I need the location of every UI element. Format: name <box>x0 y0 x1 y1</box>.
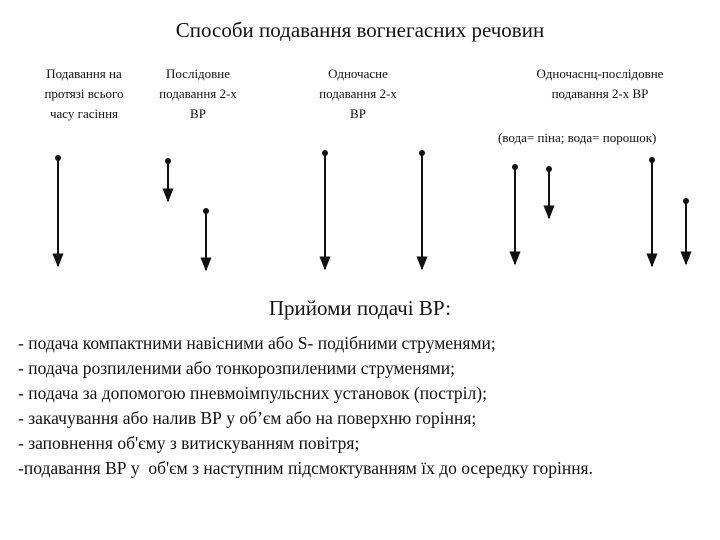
agent-pairs-note: (вода= піна; вода= порошок) <box>498 130 657 145</box>
techniques-heading: Прийоми подачі ВР: <box>268 296 452 320</box>
list-item: - закачування або налив ВР у об’єм або на поверхню горіння; <box>18 408 477 428</box>
arrow-sequential-second <box>203 208 209 270</box>
arrow-continuous <box>55 155 61 266</box>
arrow-combined-second <box>546 166 552 218</box>
list-item: - подача розпиленими або тонкорозпиленими струменями; <box>18 358 456 378</box>
list-item: - заповнення об'єму з витискуванням повітря; <box>18 433 360 453</box>
techniques-list <box>18 331 708 481</box>
column-simultaneous-sequential: Одночаснц-послідовне подавання 2-х ВР <box>536 66 664 101</box>
column-sequential: Послідовне подавання 2-х ВР <box>159 66 237 121</box>
list-item: - подача компактними навісними або S- подібними струменями; <box>18 333 496 353</box>
arrow-combined-fourth <box>683 198 689 264</box>
column-simultaneous: Одночасне подавання 2-х ВР <box>319 66 397 121</box>
arrow-sequential-first <box>165 158 171 201</box>
page-title: Способи подавання вогнегасних речовин <box>175 18 545 42</box>
arrow-combined-third <box>649 157 655 266</box>
arrow-simultaneous-second <box>419 150 425 269</box>
arrow-combined-first <box>512 164 518 264</box>
list-item: - подача за допомогою пневмоімпульсних установок (постріл); <box>18 383 487 403</box>
arrow-simultaneous-first <box>322 150 328 269</box>
list-item: -подавання ВР у об'єм з наступним підсмоктуванням їх до осередку горіння. <box>18 458 593 478</box>
column-continuous: Подавання на протязі всього часу гасіння <box>44 66 124 121</box>
